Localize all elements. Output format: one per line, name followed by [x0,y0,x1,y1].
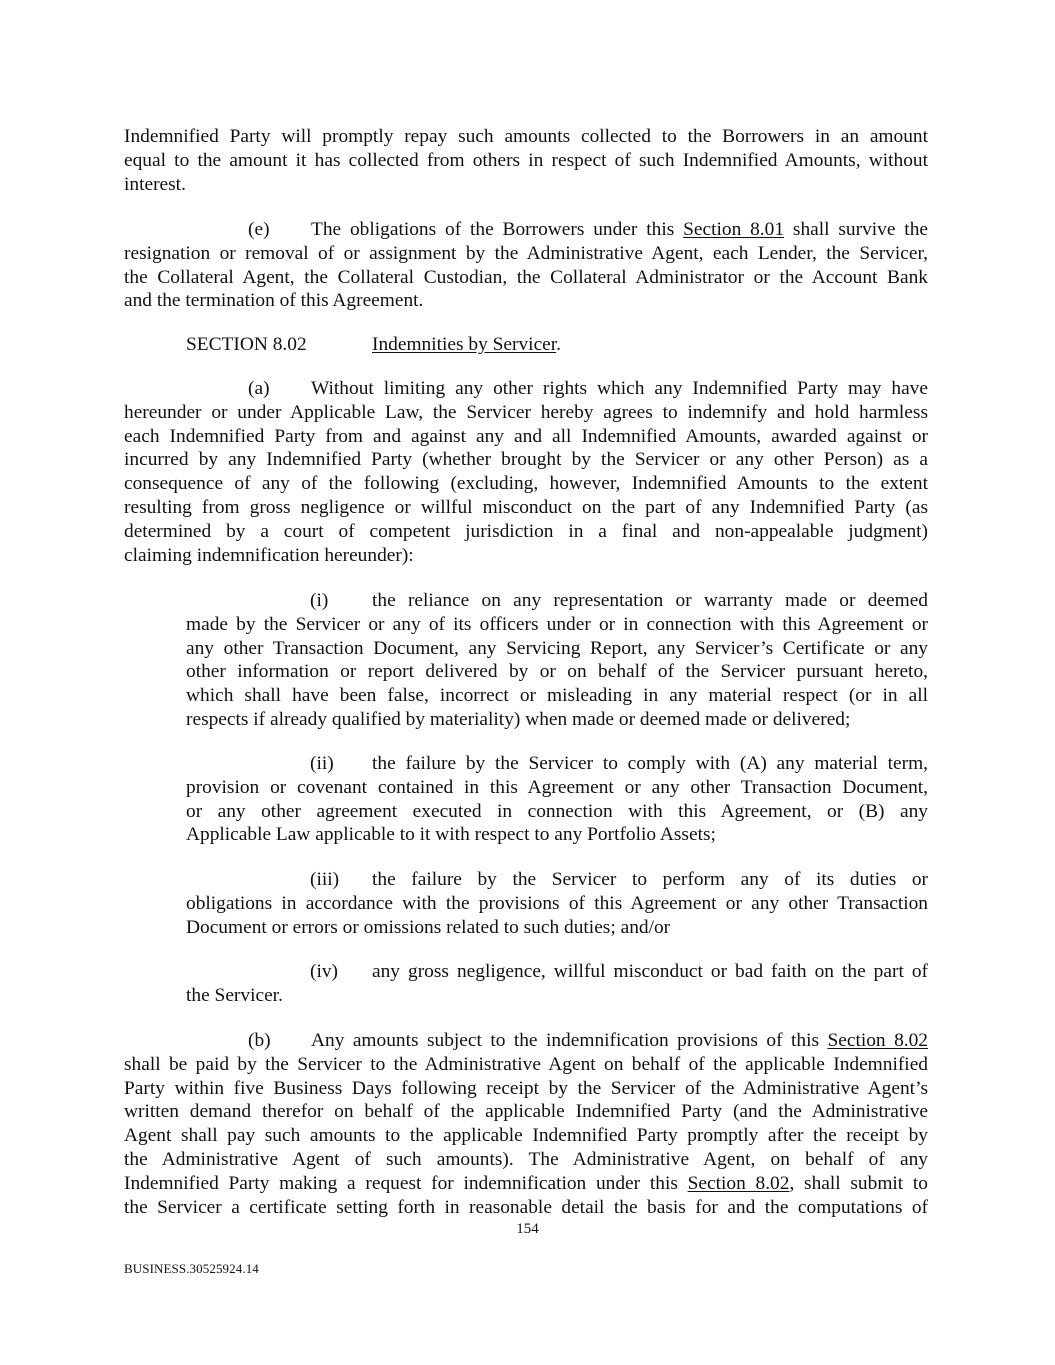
text-line: the Collateral Agent, the Collateral Custodian, the Collateral Administrator or the Account Bank [124,266,928,288]
section-title: Indemnities by Servicer. [372,334,562,355]
text-line: the Administrative Agent of such amounts). The Administrative Agent, on behalf of any [124,1148,928,1170]
clause-iii-label: (iii) [310,869,340,890]
clause-ii-first-line: (ii) the failure by the Servicer to comply with (A) any material term, [310,753,928,774]
clause-iii [186,868,928,939]
text-line: and the termination of this Agreement. [124,290,424,312]
paragraph-e [124,218,928,313]
text: shall survive the [784,219,928,240]
text-line: interest. [124,173,186,195]
text: The obligations of the Borrowers under this [311,219,684,240]
clause-ii [186,752,928,847]
clause-iv-first-line: (iv) any gross negligence, willful misconduct or bad faith on the part of [310,961,928,982]
text-line: incurred by any Indemnified Party (whether brought by the Servicer or any other Person) as a [124,449,928,471]
text-line: which shall have been false, incorrect or misleading in any material respect (or in all [186,685,928,707]
clause-ii-label: (ii) [310,753,334,774]
text-line: shall be paid by the Servicer to the Administrative Agent on behalf of the applicable Indemnified [124,1053,928,1075]
text-line: the Servicer. [186,984,283,1006]
section-8-02-link[interactable]: Section 8.02 [687,1172,790,1194]
section-8-02-link[interactable]: Section 8.02 [827,1030,928,1051]
text-line: each Indemnified Party from and against any and all Indemnified Amounts, awarded against or [124,425,928,447]
paragraph-b-label: (b) [248,1030,271,1051]
text-line: Agent shall pay such amounts to the applicable Indemnified Party promptly after the receipt by [124,1125,928,1147]
text-line: Party within five Business Days following receipt by the Servicer of the Administrative Agent’s [124,1077,928,1099]
text-line: obligations in accordance with the provisions of this Agreement or any other Transaction [186,892,928,914]
document-id-footer: BUSINESS.30525924.14 [124,1261,259,1276]
text-line: Indemnified Party making a request for indemnification under this Section 8.02, shall submit to [124,1172,929,1194]
paragraph-e-label: (e) [248,219,270,240]
text-line: equal to the amount it has collected from others in respect of such Indemnified Amounts, without [124,149,928,171]
paragraph-e-first-line [124,218,928,242]
page-number: 154 [516,1221,539,1237]
paragraph-b [124,1029,928,1219]
clause-i-first-line: (i) the reliance on any representation or warranty made or deemed [310,590,928,611]
text-line: respects if already qualified by materiality) when made or deemed made or delivered; [186,708,851,730]
paragraph-a [124,377,928,567]
text-line: Indemnified Party will promptly repay such amounts collected to the Borrowers in an amount [124,126,928,147]
clause-iv-label: (iv) [310,961,338,982]
text-line: Applicable Law applicable to it with respect to any Portfolio Assets; [186,824,716,846]
paragraph-a-label: (a) [248,378,270,399]
text-line: claiming indemnification hereunder): [124,544,414,566]
continuation-paragraph [124,125,928,196]
text-line: resignation or removal of or assignment by the Administrative Agent, each Lender, the Servicer, [124,242,928,264]
text-line: or any other agreement executed in connection with this Agreement, or (B) any [186,800,928,822]
section-number: SECTION 8.02 [186,334,307,355]
clause-i [186,589,928,732]
clause-iii-first-line: (iii) the failure by the Servicer to perform any of its duties or [310,869,928,890]
text-line: resulting from gross negligence or willful misconduct on the part of any Indemnified Party (as [124,496,928,518]
section-8-01-link[interactable]: Section 8.01 [683,219,785,240]
text-line: other information or report delivered by or on behalf of the Servicer pursuant hereto, [186,661,928,683]
text-line: determined by a court of competent jurisdiction in a final and non-appealable judgment) [124,520,928,542]
paragraph-a-first-line: (a) Without limiting any other rights which any Indemnified Party may have [248,378,928,399]
text-line: the Servicer a certificate setting forth in reasonable detail the basis for and the computations of [124,1196,928,1218]
text-line: made by the Servicer or any of its officers under or in connection with this Agreement or [186,613,928,635]
clause-iv [186,960,928,1008]
paragraph-b-first-line: (b) Any amounts subject to the indemnification provisions of this Section 8.02 [248,1030,928,1051]
text-line: consequence of any of the following (excluding, however, Indemnified Amounts to the extent [124,473,928,495]
text-line: hereunder or under Applicable Law, the Servicer hereby agrees to indemnify and hold harmless [124,401,928,423]
text-line: Document or errors or omissions related to such duties; and/or [186,916,671,938]
text-line: written demand therefor on behalf of the applicable Indemnified Party (and the Administrative [124,1101,928,1123]
text-line: any other Transaction Document, any Servicing Report, any Servicer’s Certificate or any [186,637,928,659]
clause-i-label: (i) [310,590,329,611]
text-line: provision or covenant contained in this Agreement or any other Transaction Document, [186,776,928,798]
